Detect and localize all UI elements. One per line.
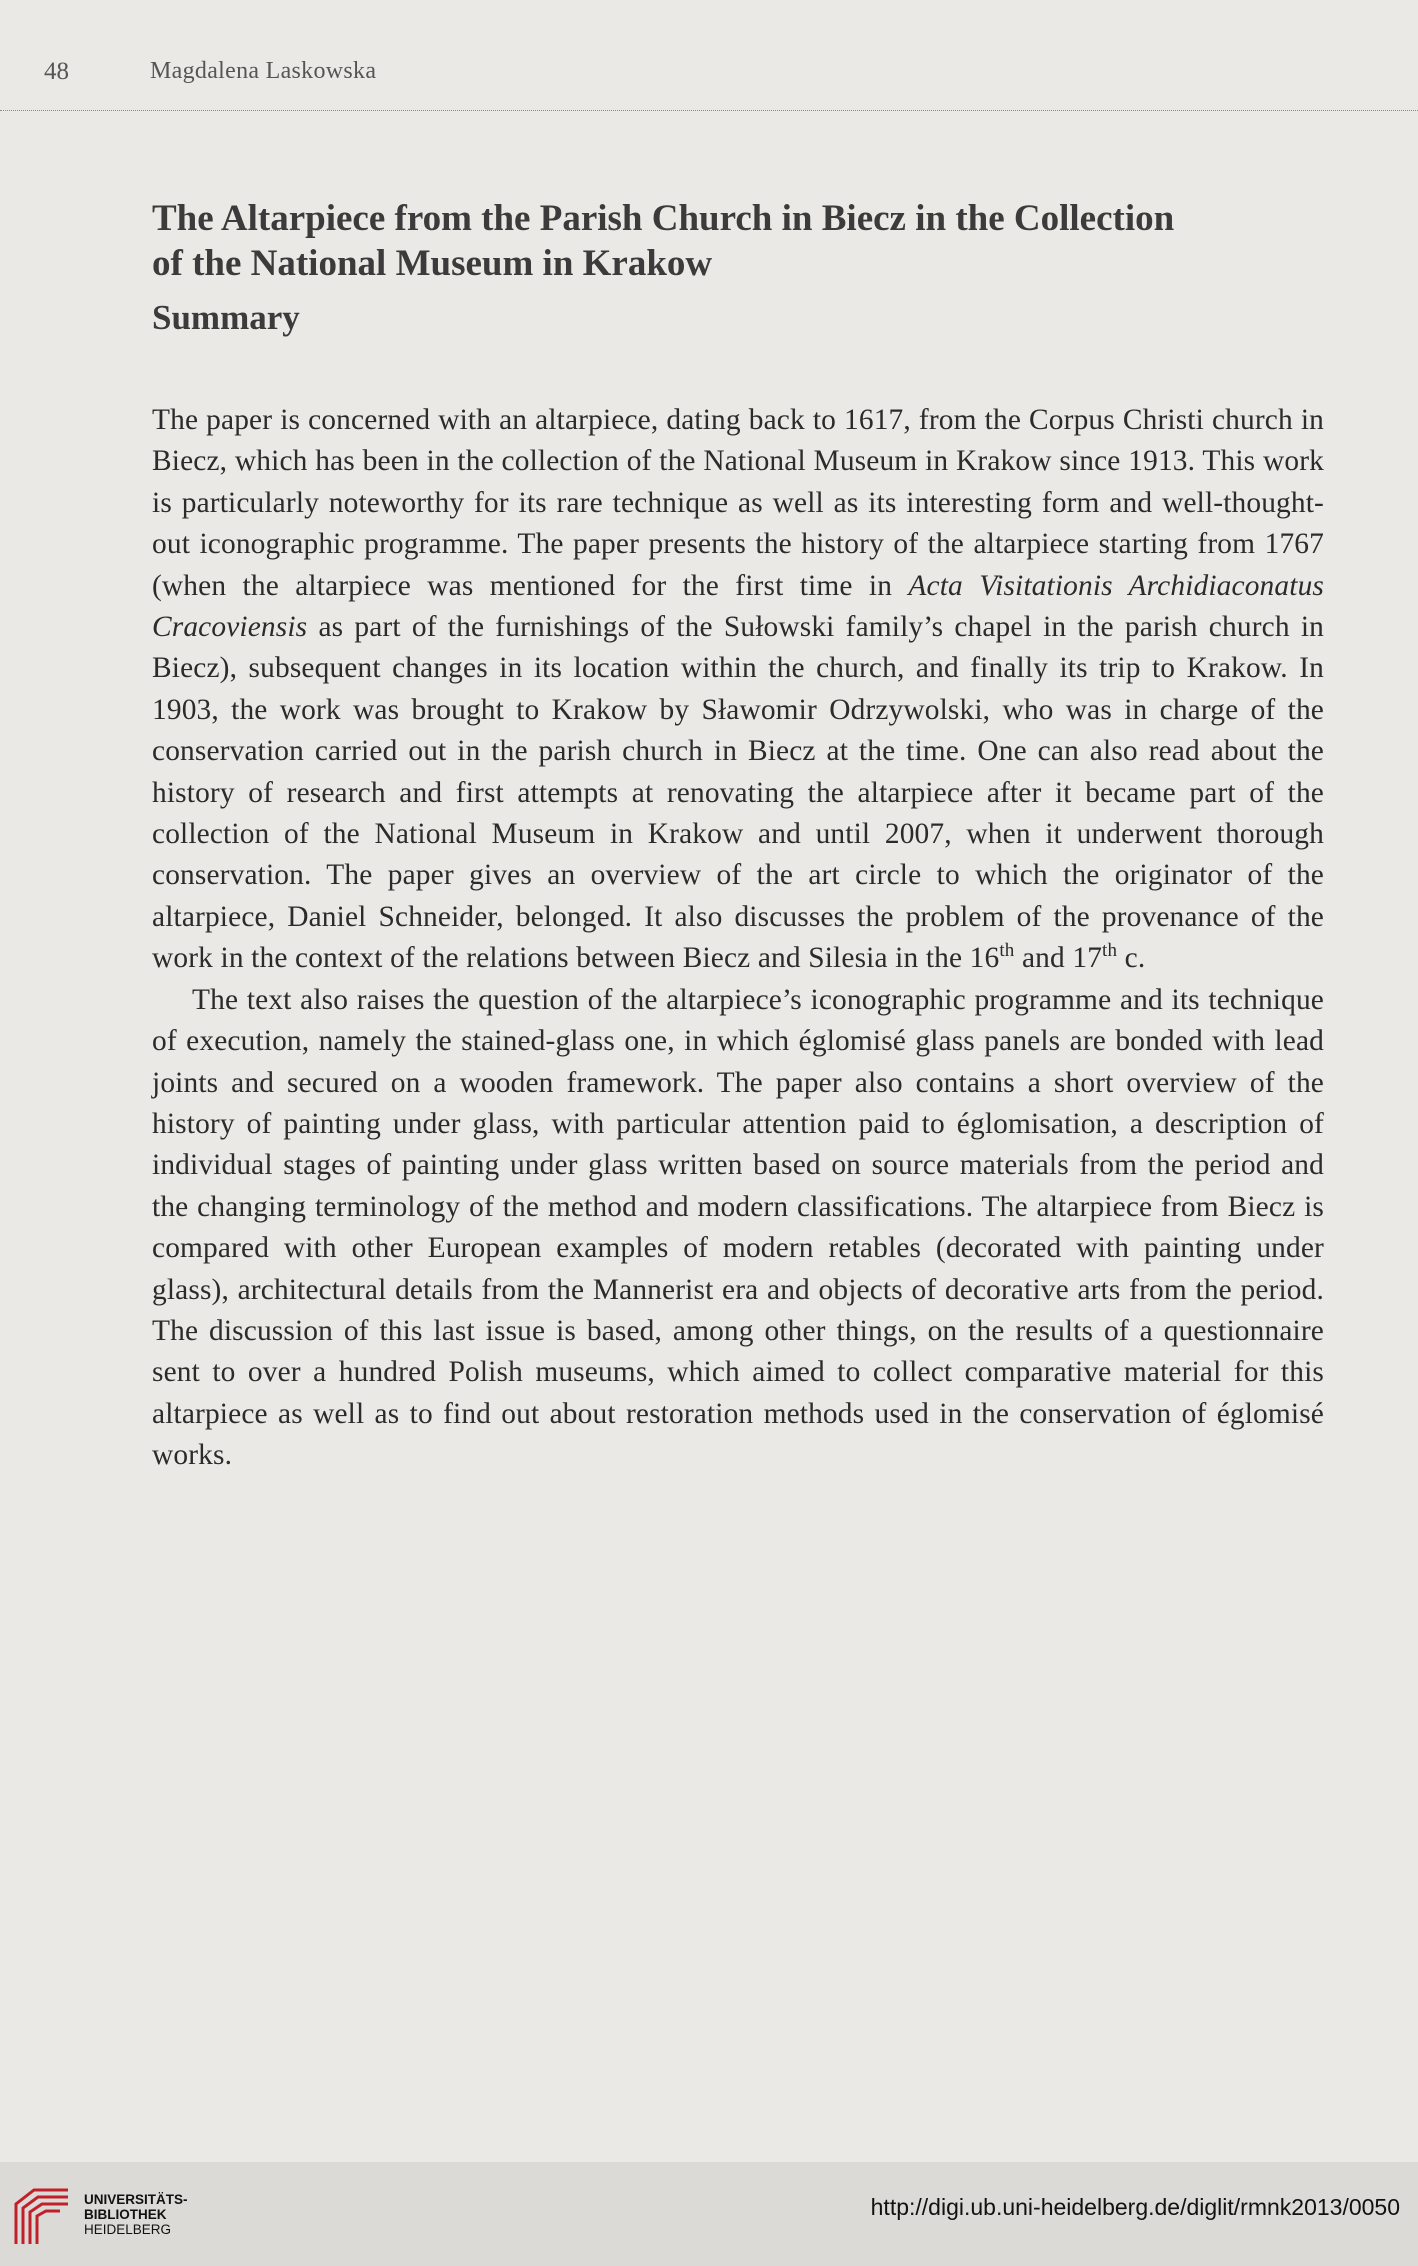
running-head <box>0 54 1418 111</box>
paragraph-1-text-d: c. <box>1117 942 1146 975</box>
source-title-italic: Acta Visitationis Archidiaconatus Cracoviensis <box>152 569 1324 644</box>
summary-paragraph-2: The text also raises the question of the altarpiece’s iconographic programme and its technique of execution, namely the stained-glass one, in which églomisé glass panels are bonded with lead joints and secured on a wooden framework. The paper also contains a short overview of the history of painting under glass, with particular attention paid to églomisation, a description of individual stages of painting under glass written based on source materials from the period and the changing terminology of the method and modern classifications. The altarpiece from Biecz is compared with other European examples of modern retables (decorated with painting under glass), architectural details from the Mannerist era and objects of decorative arts from the period. The discussion of this last issue is based, among other things, on the results of a questionnaire sent to over a hundred Polish museums, which aimed to collect comparative material for this altarpiece as well as to find out about restoration methods used in the conservation of églomisé works. <box>152 983 1324 1472</box>
superscript-th: th <box>1102 940 1118 962</box>
page-number: 48 <box>44 58 69 85</box>
article-title-line-2: of the National Museum in Krakow <box>152 243 713 284</box>
digitization-url-link[interactable]: http://digi.ub.uni-heidelberg.de/diglit/rmnk2013/0050 <box>870 2194 1400 2220</box>
superscript-th: th <box>999 940 1015 962</box>
library-name <box>84 2192 188 2237</box>
summary-body <box>152 400 1324 1477</box>
library-name-line-2: BIBLIOTHEK <box>84 2207 167 2222</box>
ub-heidelberg-logo-icon <box>12 2184 72 2250</box>
paragraph-1-text-c: and 17 <box>1014 942 1103 975</box>
digitization-footer <box>0 2162 1418 2266</box>
library-name-line-1: UNIVERSITÄTS- <box>84 2192 188 2207</box>
summary-paragraph-1 <box>152 400 1324 980</box>
article-title-line-1: The Altarpiece from the Parish Church in Biecz in the Collection <box>152 198 1175 239</box>
paragraph-1-text-a: The paper is concerned with an altarpiece, dating back to 1617, from the Corpus Christi church in Biecz, which has been in the collection of the National Museum in Krakow since 1913. This work is particularly noteworthy for its rare technique as well as its interesting form and well-thought-out iconographic programme. The paper presents the history of the altarpiece starting from 1767 (when the altarpiece was mentioned for the first time in <box>152 404 1324 602</box>
paragraph-1-text-b: as part of the furnishings of the Sułowski family’s chapel in the parish church in Biecz), subsequent changes in its location within the church, and finally its trip to Krakow. In 1903, the work was brought to Krakow by Sławomir Odrzywolski, who was in charge of the conservation carried out in the parish church in Biecz at the time. One can also read about the history of research and first attempts at renovating the altarpiece after it became part of the collection of the National Museum in Krakow and until 2007, when it underwent thorough conservation. The paper gives an overview of the art circle to which the originator of the altarpiece, Daniel Schneider, belonged. It also discusses the problem of the provenance of the work in the context of the relations between Biecz and Silesia in the 16 <box>152 611 1324 975</box>
running-head-author: Magdalena Laskowska <box>150 58 377 84</box>
logo-stroke <box>37 2211 60 2244</box>
summary-heading: Summary <box>152 298 300 337</box>
library-name-line-3: HEIDELBERG <box>84 2222 172 2237</box>
article-title <box>152 196 1272 286</box>
